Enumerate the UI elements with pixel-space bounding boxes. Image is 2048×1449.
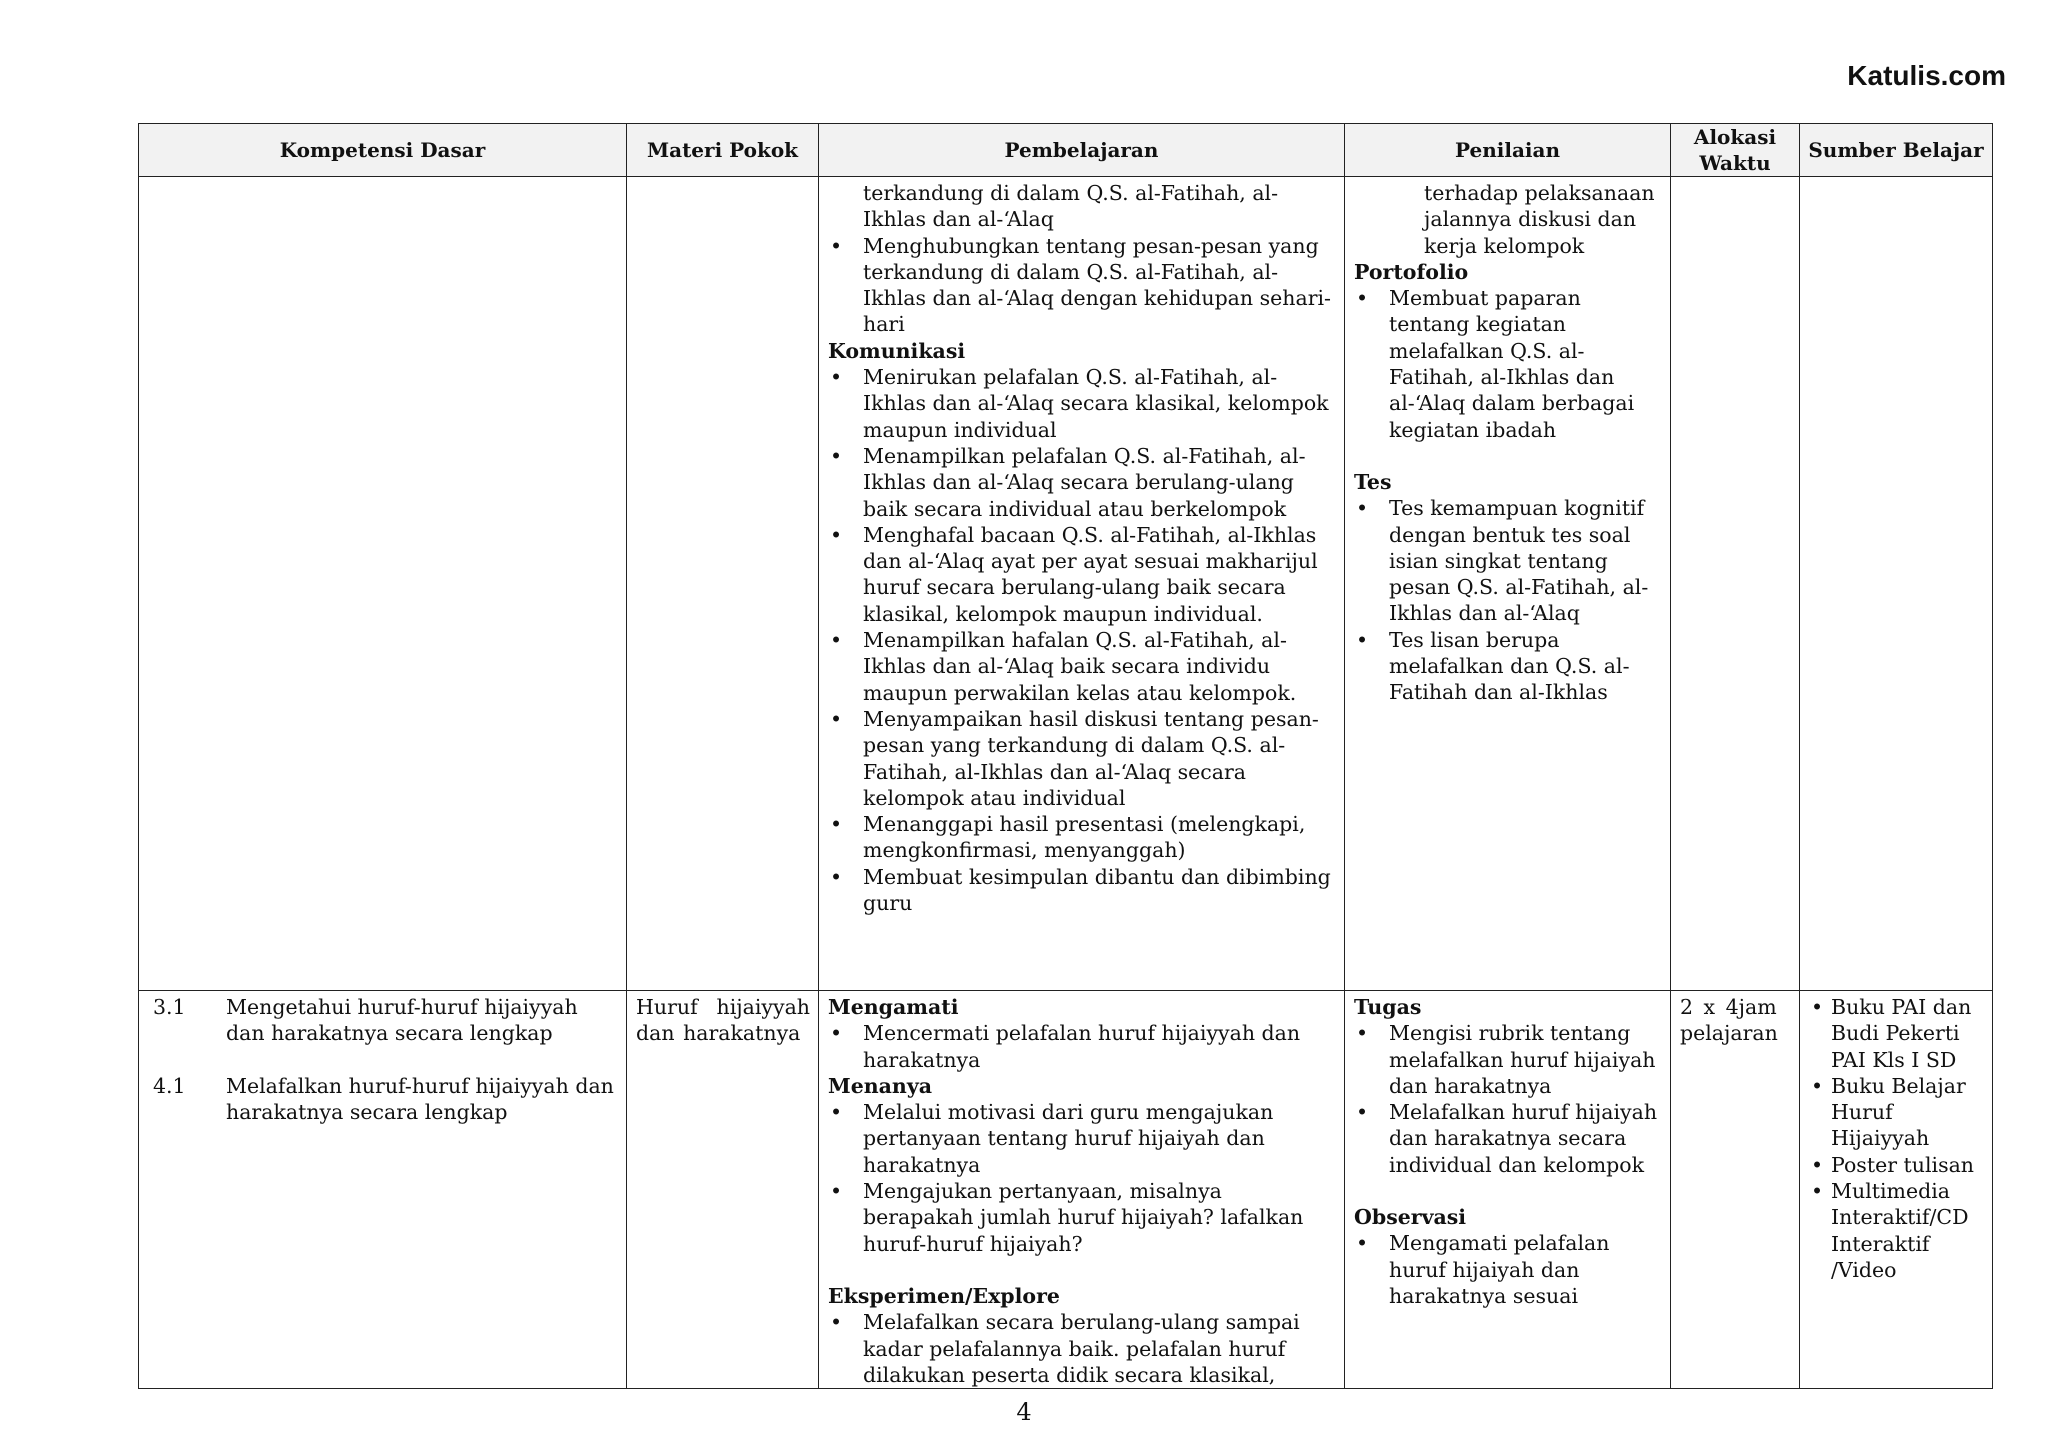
materi-text: Huruf hijaiyyah dan harakatnya xyxy=(636,995,810,1046)
list-item: • Mengamati pelafalan huruf hijaiyah dan harakatnya sesuai xyxy=(1354,1230,1662,1309)
site-brand: Katulis.com xyxy=(1847,60,2006,91)
list-item: • Menghubungkan tentang pesan-pesan yang terkandung di dalam Q.S. al-Fatihah, al-Ikhlas dan al-‘Alaq dengan kehidupan sehari-hari xyxy=(828,233,1336,338)
section-heading: Tes xyxy=(1354,469,1392,494)
list-item: • Mengisi rubrik tentang melafalkan huruf hijaiyah dan harakatnya xyxy=(1354,1020,1662,1099)
list-item: • Mencermati pelafalan huruf hijaiyyah dan harakatnya xyxy=(828,1020,1336,1073)
header-sumber-belajar: Sumber Belajar xyxy=(1800,124,1993,177)
list-item: • Melalui motivasi dari guru mengajukan pertanyaan tentang huruf hijaiyah dan harakatnya xyxy=(828,1099,1336,1178)
table-header-row xyxy=(139,124,1993,177)
bullet-list xyxy=(1354,285,1662,443)
header-kompetensi-dasar: Kompetensi Dasar xyxy=(139,124,627,177)
list-item: • Menanggapi hasil presentasi (melengkapi, mengkonfirmasi, menyanggah) xyxy=(828,811,1336,864)
cell-pembelajaran xyxy=(819,177,1345,991)
list-item: • Buku Belajar Huruf Hijaiyyah xyxy=(1809,1073,1984,1152)
list-item: • Tes kemampuan kognitif dengan bentuk tes soal isian singkat tentang pesan Q.S. al-Fatihah, al-Ikhlas dan al-‘Alaq xyxy=(1354,495,1662,626)
header-pembelajaran: Pembelajaran xyxy=(819,124,1345,177)
list-item: • Menghafal bacaan Q.S. al-Fatihah, al-Ikhlas dan al-‘Alaq ayat per ayat sesuai makharijul huruf secara berulang-ulang baik secara klasikal, kelompok maupun individual. xyxy=(828,522,1336,627)
bullet-list xyxy=(828,1099,1336,1257)
kd-number: 3.1 xyxy=(153,995,186,1019)
kd-number: 4.1 xyxy=(153,1073,186,1098)
kd-item xyxy=(153,994,618,1047)
kd-item xyxy=(153,1073,618,1126)
cell-pembelajaran xyxy=(819,991,1345,1389)
bullet-list xyxy=(828,233,1336,338)
list-item: • Multimedia Interaktif/CD Interaktif /Video xyxy=(1809,1178,1984,1283)
table-row xyxy=(139,177,1993,991)
alokasi-text: 2 x 4jam pelajaran xyxy=(1680,995,1778,1046)
list-item: • Menampilkan pelafalan Q.S. al-Fatihah, al-Ikhlas dan al-‘Alaq secara berulang-ulang baik secara individual atau berkelompok xyxy=(828,443,1336,522)
header-materi-pokok: Materi Pokok xyxy=(627,124,819,177)
cell-alokasi xyxy=(1671,991,1800,1389)
list-item: • Menirukan pelafalan Q.S. al-Fatihah, al-Ikhlas dan al-‘Alaq secara klasikal, kelompok maupun individual xyxy=(828,364,1336,443)
header-penilaian: Penilaian xyxy=(1345,124,1671,177)
list-item: • Membuat kesimpulan dibantu dan dibimbing guru xyxy=(828,864,1336,917)
list-item: • Mengajukan pertanyaan, misalnya berapakah jumlah huruf hijaiyah? lafalkan huruf-huruf hijaiyah? xyxy=(828,1178,1336,1257)
list-item: • Menyampaikan hasil diskusi tentang pesan-pesan yang terkandung di dalam Q.S. al-Fatihah, al-Ikhlas dan al-‘Alaq secara kelompok atau individual xyxy=(828,706,1336,811)
cell-materi xyxy=(627,991,819,1389)
section-heading: Komunikasi xyxy=(828,338,966,363)
cell-kd xyxy=(139,991,627,1389)
list-item: • Buku PAI dan Budi Pekerti PAI Kls I SD xyxy=(1809,994,1984,1073)
list-item: • Melafalkan huruf hijaiyah dan harakatnya secara individual dan kelompok xyxy=(1354,1099,1662,1178)
list-item: • Menampilkan hafalan Q.S. al-Fatihah, al-Ikhlas dan al-‘Alaq baik secara individu maupun perwakilan kelas atau kelompok. xyxy=(828,627,1336,706)
section-heading: Mengamati xyxy=(828,995,959,1019)
cell-penilaian xyxy=(1345,991,1671,1389)
page-number: 4 xyxy=(1016,1398,1032,1426)
bullet-list xyxy=(1354,1230,1662,1309)
list-item: • Poster tulisan xyxy=(1809,1152,1984,1178)
cell-penilaian xyxy=(1345,177,1671,991)
list-item: • Membuat paparan tentang kegiatan melafalkan Q.S. al-Fatihah, al-Ikhlas dan al-‘Alaq dalam berbagai kegiatan ibadah xyxy=(1354,285,1662,443)
bullet-list xyxy=(1354,1020,1662,1178)
list-item: • Tes lisan berupa melafalkan dan Q.S. al-Fatihah dan al-Ikhlas xyxy=(1354,627,1662,706)
syllabus-table xyxy=(138,123,1993,1389)
continued-text: terhadap pelaksanaan jalannya diskusi dan kerja kelompok xyxy=(1424,181,1655,258)
header-alokasi-waktu: Alokasi Waktu xyxy=(1671,124,1800,177)
list-item: • Melafalkan secara berulang-ulang sampai kadar pelafalannya baik. pelafalan huruf dilakukan peserta didik secara klasikal, xyxy=(828,1309,1336,1388)
bullet-list xyxy=(828,1309,1336,1388)
section-heading: Menanya xyxy=(828,1073,933,1098)
section-heading: Observasi xyxy=(1354,1205,1467,1230)
section-heading: Portofolio xyxy=(1354,259,1469,284)
cell-kd xyxy=(139,177,627,991)
bullet-list xyxy=(1809,994,1984,1283)
kd-text: Melafalkan huruf-huruf hijaiyyah dan harakatnya secara lengkap xyxy=(226,1073,614,1124)
bullet-list xyxy=(1354,495,1662,705)
cell-sumber xyxy=(1800,177,1993,991)
section-heading: Tugas xyxy=(1354,995,1422,1019)
kd-text: Mengetahui huruf-huruf hijaiyyah dan harakatnya secara lengkap xyxy=(226,995,578,1046)
cell-sumber xyxy=(1800,991,1993,1389)
cell-materi xyxy=(627,177,819,991)
cell-alokasi xyxy=(1671,177,1800,991)
bullet-list xyxy=(828,364,1336,916)
table-row xyxy=(139,991,1993,1389)
bullet-list xyxy=(828,1020,1336,1073)
continued-text: terkandung di dalam Q.S. al-Fatihah, al-Ikhlas dan al-‘Alaq xyxy=(863,181,1279,232)
section-heading: Eksperimen/Explore xyxy=(828,1283,1060,1308)
